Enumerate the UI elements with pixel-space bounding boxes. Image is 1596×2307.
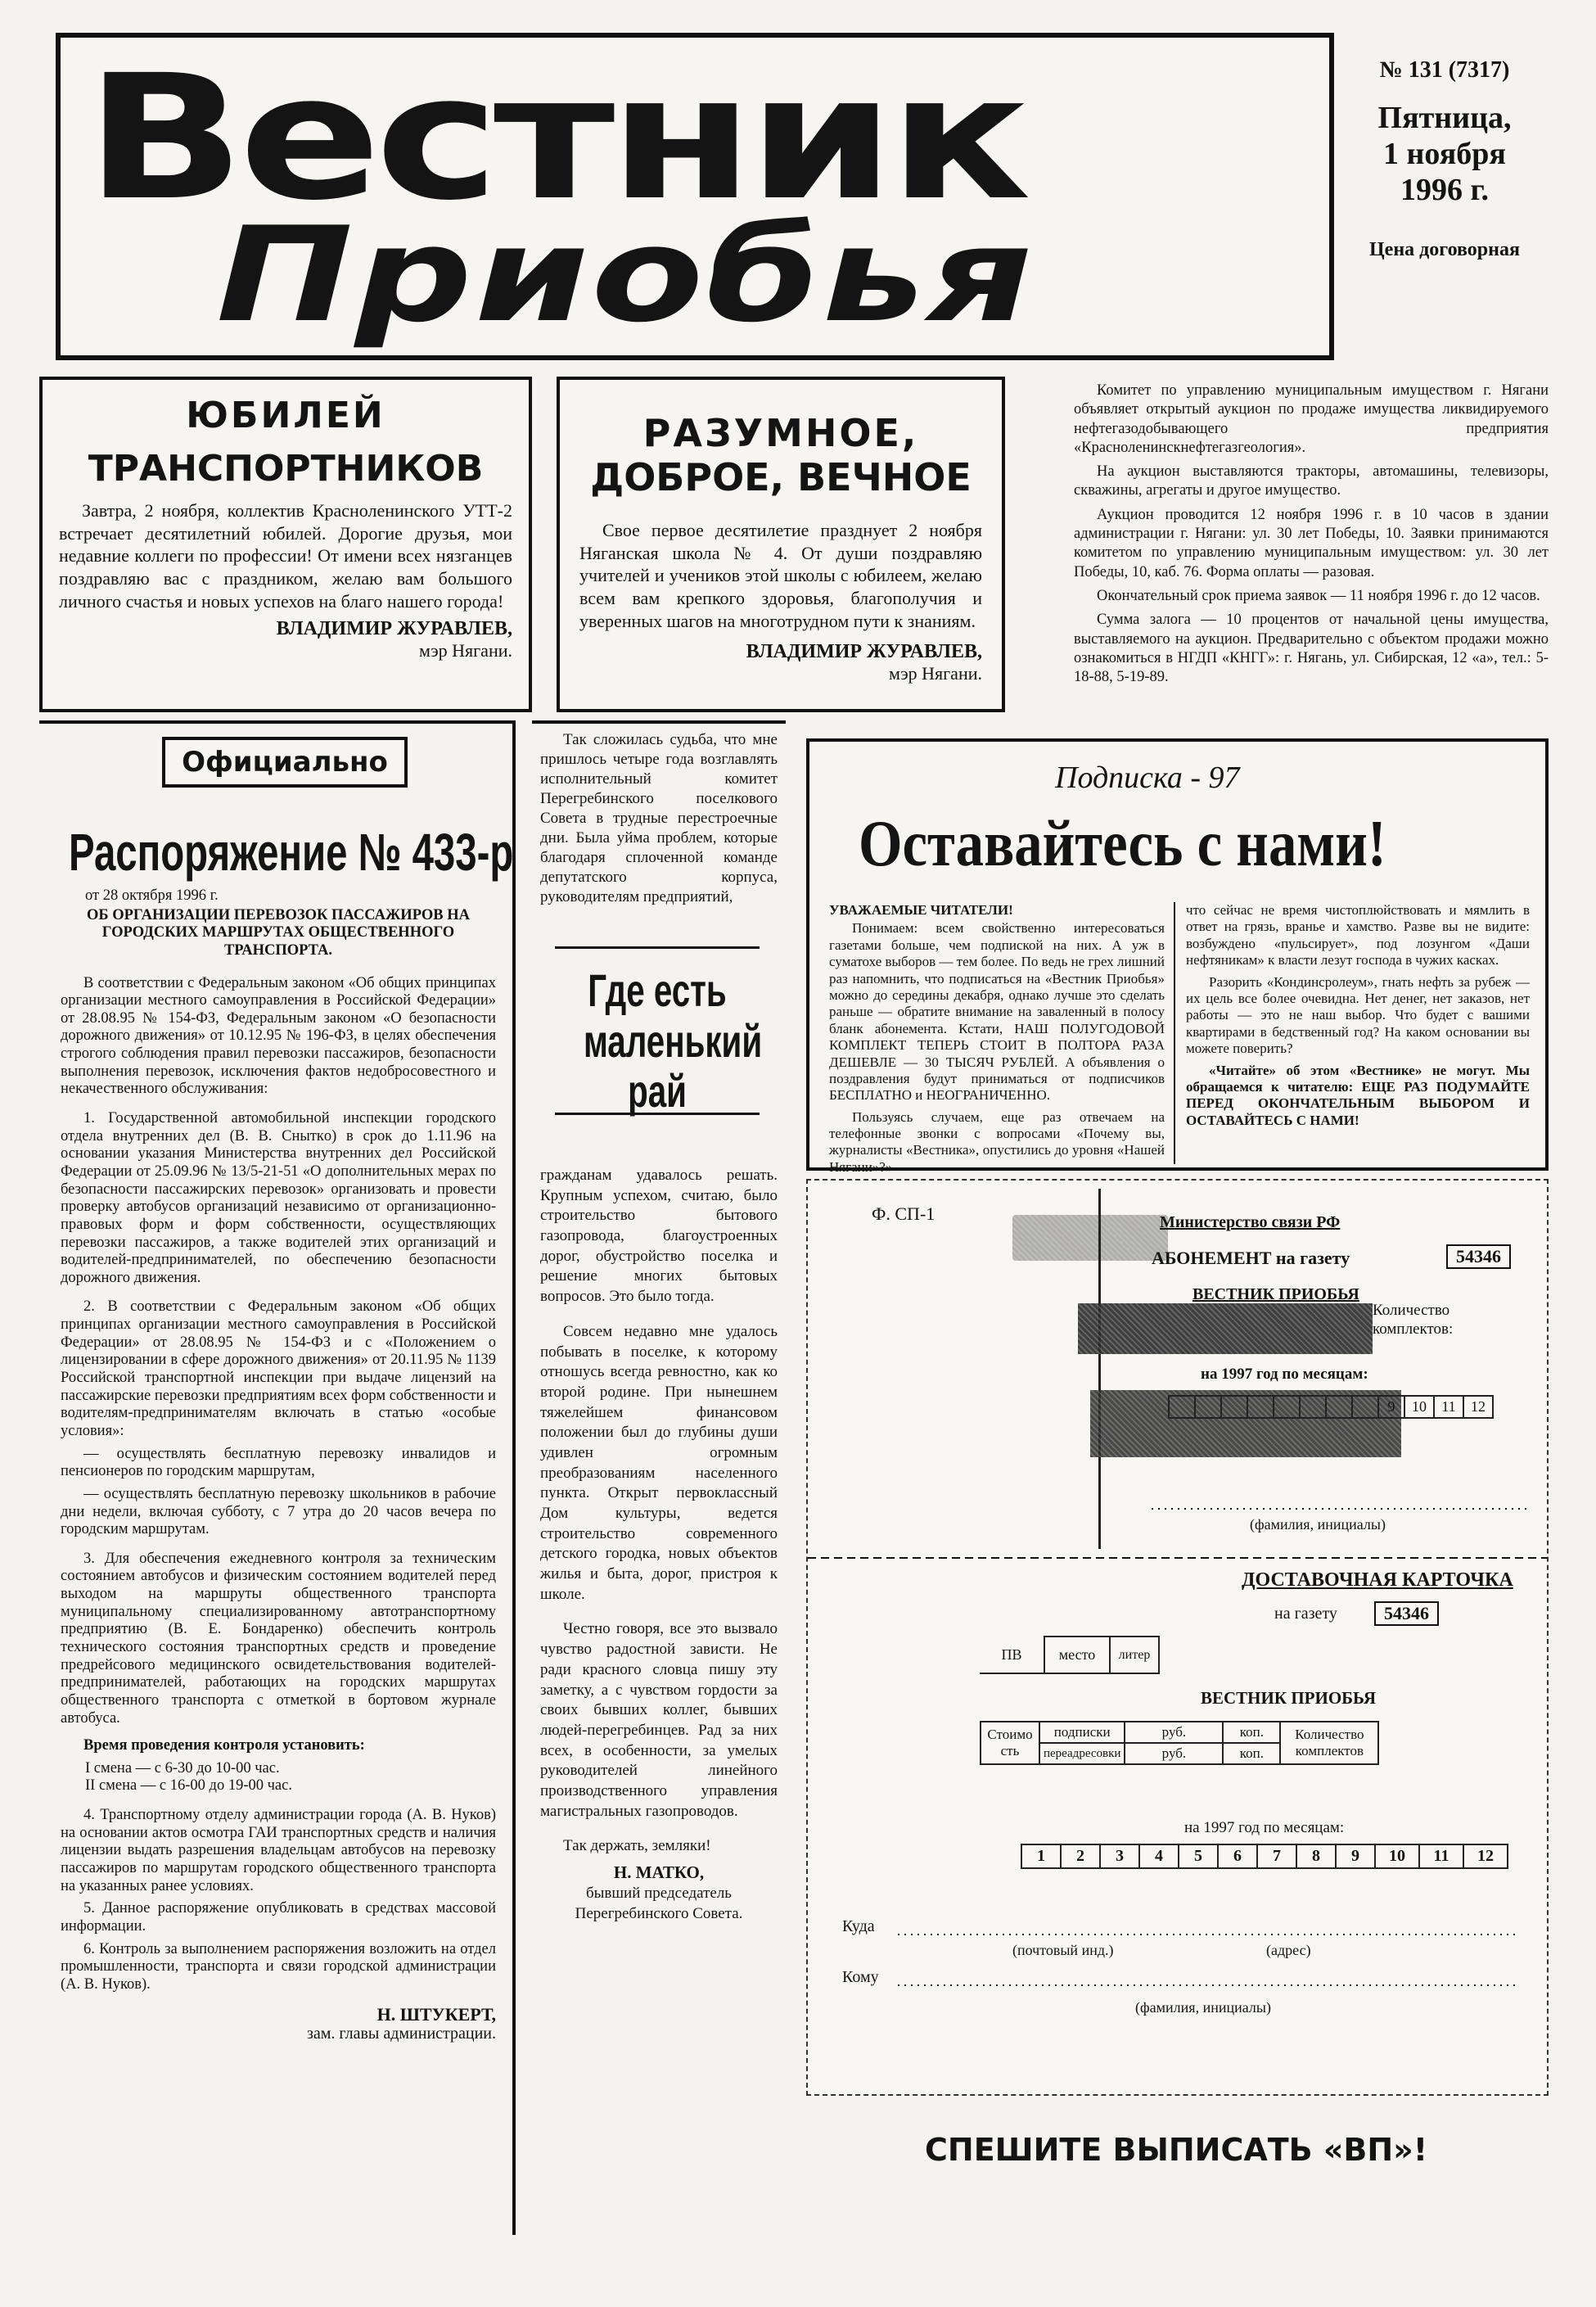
school-body: Свое первое десятилетие празднует 2 ноября Няганская школа № 4. От души поздравляю учителей и учеников этой школы с юбилеем, желаю всем вам крепкого здоровья, благополучия и уверенных шагов на многотрудном пути к знаниям. xyxy=(579,520,982,631)
school-signature: ВЛАДИМИР ЖУРАВЛЕВ, xyxy=(746,640,982,662)
subscription-heading: Оставайтесь с нами! xyxy=(859,808,1386,880)
school-heading-2: ДОБРОЕ, ВЕЧНОЕ xyxy=(590,455,972,499)
newspaper-title-line1: Вестник xyxy=(85,38,1026,238)
delivery-month-5[interactable]: 5 xyxy=(1179,1844,1218,1868)
form-name-label-top: (фамилия, инициалы) xyxy=(1250,1516,1386,1533)
paradise-signature: Н. МАТКО, xyxy=(613,1862,705,1882)
official-p5: 4. Транспортному отделу администрации города (А. В. Нуков) на основании актов осмотра ГАИ транспортных средств и наличия лицензии выдать разрешения владельцам автобусов на перевозку пассажиров по маршрутам городского общественного транспорта на указанных ранее условиях. xyxy=(61,1807,496,1894)
official-position: зам. главы администрации. xyxy=(306,2025,496,2043)
subscription-kop[interactable]: коп. xyxy=(1223,1722,1280,1743)
readdress-kop[interactable]: коп. xyxy=(1223,1743,1280,1764)
official-p7: 6. Контроль за выполнением распоряжения возложить на отдел промышленности, транспорта и связи городской администрации (А. В. Нуков). xyxy=(61,1940,496,1993)
delivery-index: 54346 xyxy=(1374,1601,1439,1626)
form-vertical-divider xyxy=(1098,1189,1101,1549)
auction-p3: Аукцион проводится 12 ноября 1996 г. в 10 часов в здании администрации г. Нягани: ул. 30 лет Победы, 10. Заявки принимаются комитетом по управлению муниципальным имуществом: ул. 30 лет Победы, 10, каб. 76. Форма оплаты — разовая. xyxy=(1074,506,1549,580)
subscription-cost-label: подписки xyxy=(1039,1722,1125,1743)
official-p6: 5. Данное распоряжение опубликовать в средствах массовой информации. xyxy=(61,1900,496,1935)
jubilee-signature: ВЛАДИМИР ЖУРАВЛЕВ, xyxy=(276,617,512,639)
month-cell-9[interactable]: 9 xyxy=(1378,1396,1404,1418)
form-index: 54346 xyxy=(1446,1244,1511,1269)
delivery-title: ДОСТАВОЧНАЯ КАРТОЧКА xyxy=(1242,1569,1513,1591)
jubilee-heading-2: ТРАНСПОРТНИКОВ xyxy=(88,448,484,490)
subscription-form xyxy=(806,1179,1549,2096)
delivery-month-9[interactable]: 9 xyxy=(1336,1844,1375,1868)
paradise-p1: гражданам удавалось решать. Крупным успехом, считаю, было строительство бытового газопровода, благоустроенных дорог, обустройство поселка и решение многих бытовых вопросов. Это было тогда. xyxy=(540,1167,778,1306)
subscription-greeting: УВАЖАЕМЫЕ ЧИТАТЕЛИ! xyxy=(829,902,1013,918)
month-cell-11[interactable]: 11 xyxy=(1434,1396,1463,1418)
delivery-month-6[interactable]: 6 xyxy=(1218,1844,1257,1868)
paradise-body xyxy=(540,1166,778,1925)
form-cut-line xyxy=(808,1557,1547,1559)
paradise-position-1: бывший председатель xyxy=(586,1885,732,1903)
month-cell-10[interactable]: 10 xyxy=(1404,1396,1434,1418)
delivery-month-10[interactable]: 10 xyxy=(1375,1844,1419,1868)
form-whom-line[interactable] xyxy=(898,1984,1520,1986)
delivery-label: на газету xyxy=(1274,1605,1337,1623)
paradise-heading: Где есть маленький рай xyxy=(584,964,763,1117)
issue-info xyxy=(1346,57,1543,261)
official-signature: Н. ШТУКЕРТ, xyxy=(376,2003,496,2025)
official-title: Распоряжение № 433-р xyxy=(69,823,514,882)
school-article xyxy=(557,377,1005,712)
newspaper-title-line2: Приобья xyxy=(216,198,1035,351)
readdress-label: переадресовки xyxy=(1039,1743,1125,1764)
delivery-place-table xyxy=(980,1636,1160,1674)
delivery-month-11[interactable]: 11 xyxy=(1419,1844,1463,1868)
form-dotted-line-1 xyxy=(1152,1508,1528,1510)
subscribe-slogan: СПЕШИТЕ ВЫПИСАТЬ «ВП»! xyxy=(925,2132,1428,2168)
delivery-month-12[interactable]: 12 xyxy=(1463,1844,1508,1868)
subscription-left xyxy=(829,902,1165,1181)
school-position: мэр Нягани. xyxy=(889,662,982,684)
delivery-month-3[interactable]: 3 xyxy=(1100,1844,1139,1868)
auction-notice xyxy=(1074,381,1549,692)
issue-weekday: Пятница, xyxy=(1377,101,1512,135)
issue-price: Цена договорная xyxy=(1369,239,1520,260)
form-abonement-label: АБОНЕМЕНТ на газету xyxy=(1152,1248,1350,1268)
official-p2: 1. Государственной автомобильной инспекции городского отдела внутренних дел (В. В. Сныткo) в срок до 1.11.96 на основании указания Министерства внутренних дел Российской Федерации от 25.09.96 № 13/5-21-51 «О дополнительных мерах по безопасности пассажирских перевозок» организовать и провести проверку автобусов организаций независимо от организационно-правовых форм и форм собственности, осуществляющих перевозки пассажиров, а также водителей этих организаций и водителей-предпринимателей, по обеспечению безопасности дорожного движения. xyxy=(61,1110,496,1286)
delivery-months-table xyxy=(1021,1844,1508,1869)
form-code: Ф. СП-1 xyxy=(872,1203,936,1224)
official-time-title: Время проведения контроля установить: xyxy=(83,1737,365,1754)
masthead xyxy=(56,33,1334,360)
delivery-month-2[interactable]: 2 xyxy=(1061,1844,1100,1868)
subscription-right-1: что сейчас не время чистоплюйствовать и мямлить в ответ на грязь, вранье и хамство. Разве вы не видите: возбуждено «пульсирует», под лозунгом «Даши нефтяникам» к власти лезут господа в чужих касках. xyxy=(1186,902,1530,968)
school-heading-1: РАЗУМНОЕ, xyxy=(642,411,919,455)
cost-label: Стоимость xyxy=(981,1722,1039,1764)
official-date: от 28 октября 1996 г. xyxy=(85,887,219,904)
official-p3b: — осуществлять бесплатную перевозку школьников в рабочие дни недели, включая субботу, с 7 утра до 20 часов вечера по городским маршрутам. xyxy=(61,1485,496,1538)
delivery-paper-name: ВЕСТНИК ПРИОБЬЯ xyxy=(1201,1688,1376,1708)
jubilee-heading-1: ЮБИЛЕЙ xyxy=(186,395,385,436)
issue-date: 1 ноября xyxy=(1383,137,1506,171)
subscription-right-2: Разорить «Кондинсролеум», гнать нефть за рубеж — их цель все более очевидна. Нет денег, нет заказов, нет работы — это не наш выбор. Что будет с вашими квартирами в бедственный год? На каком основании вы можете поверить? xyxy=(1186,973,1530,1057)
official-section xyxy=(39,720,516,2235)
form-paper-name: ВЕСТНИК ПРИОБЬЯ xyxy=(1192,1285,1359,1303)
readdress-rub[interactable]: руб. xyxy=(1125,1743,1223,1764)
form-postal-label: (почтовый инд.) xyxy=(1012,1942,1114,1958)
jubilee-body: Завтра, 2 ноября, коллектив Красноленинского УТТ-2 встречает десятилетний юбилей. Дорогие друзья, мои недавние коллеги по профессии! От имени всех нязганцев поздравляю вас с праздником, желаю вам большого личного счастья и новых успехов на благо нашего города! xyxy=(59,500,512,612)
month-cell-12[interactable]: 12 xyxy=(1463,1396,1493,1418)
subscription-right xyxy=(1186,902,1530,1134)
form-name-label: (фамилия, инициалы) xyxy=(1135,1999,1271,2016)
form-where-line[interactable] xyxy=(898,1934,1520,1935)
jubilee-position: мэр Нягани. xyxy=(419,639,512,661)
official-body xyxy=(61,887,496,2044)
qty-sets-label: Количество комплектов xyxy=(1280,1722,1378,1764)
form-ministry: Министерство связи РФ xyxy=(1160,1213,1341,1231)
form-qty-label: Количество комплектов: xyxy=(1373,1302,1454,1338)
paradise-article xyxy=(532,720,786,2186)
form-where-label: Куда xyxy=(842,1917,875,1935)
jubilee-article xyxy=(39,377,532,712)
delivery-month-8[interactable]: 8 xyxy=(1296,1844,1336,1868)
delivery-cost-table xyxy=(980,1721,1379,1765)
form-months-label: на 1997 год по месяцам: xyxy=(1201,1366,1368,1383)
paradise-p3: Честно говоря, все это вызвало чувство радостной зависти. Не ради красного словца пишу эту заметку, а с чувством гордости за своих бывших коллег, бывших людей-перегребинцев. Рад за них всех, в особенности, за умелых руководителей линейного производственного управления магистральных газопроводов. xyxy=(540,1620,778,1820)
delivery-liter: литер xyxy=(1110,1637,1159,1673)
address-stamp xyxy=(1078,1303,1373,1354)
subscription-left-2: Пользуясь случаем, еще раз отвечаем на телефонные звонки с вопросами «Почему вы, журналисты «Вестника», опустились до уровня «Нашей Нягани»?» xyxy=(829,1108,1165,1175)
subscription-article xyxy=(806,738,1549,1175)
auction-p1: Комитет по управлению муниципальным имуществом г. Нягани объявляет открытый аукцион по продаже имущества ликвидируемого нефтегазодобывающего предприятия «Красноленинскнефтегазгеология». xyxy=(1074,382,1549,456)
paradise-p2: Совсем недавно мне удалось побывать в поселке, к которому отношусь всегда ревностно, как ко второй родине. При нынешнем тяжелейшем финансовом положении был до глубины души удивлен огромным преобразованиям населенного пункта. Открыт первоклассный Дом культуры, ведется строительство современного детского городка, новых объектов жилья и быта, дорог, пристроя к школе. xyxy=(540,1322,778,1603)
official-p3a: — осуществлять бесплатную перевозку инвалидов и пенсионеров по городским маршрутам, xyxy=(61,1445,496,1480)
auction-p2: На аукцион выставляются тракторы, автомашины, телевизоры, скважины, агрегаты и другое имущество. xyxy=(1074,463,1549,499)
paradise-p4: Так держать, земляки! xyxy=(563,1837,711,1855)
official-subject: ОБ ОРГАНИЗАЦИИ ПЕРЕВОЗОК ПАССАЖИРОВ НА ГОРОДСКИХ МАРШРУТАХ ОБЩЕСТВЕННОГО ТРАНСПОРТА. xyxy=(86,906,470,959)
postmark-stamp xyxy=(1012,1215,1168,1261)
subscription-rubric: Подписка - 97 xyxy=(1055,761,1240,795)
official-p1: В соответствии с Федеральным законом «Об общих принципах организации местного самоуправления в Российской Федерации» от 28.08.95 № 154-ФЗ, Федеральным законом «О безопасности дорожного движения» от 10.12.95 № 196-ФЗ, в целях обеспечения строгого соблюдения правил перевозки пассажиров, безопасности выполнения перевозок, исключения фактов недобросовестного и некачественного обслуживания: xyxy=(61,974,496,1098)
delivery-month-7[interactable]: 7 xyxy=(1257,1844,1296,1868)
subscription-rub[interactable]: руб. xyxy=(1125,1722,1223,1743)
delivery-month-4[interactable]: 4 xyxy=(1139,1844,1179,1868)
official-shift1: I смена — с 6-30 до 10-00 час. xyxy=(85,1759,280,1777)
issue-year: 1996 г. xyxy=(1400,173,1489,207)
delivery-months-label: на 1997 год по месяцам: xyxy=(1184,1819,1345,1836)
issue-number: № 131 (7317) xyxy=(1379,57,1510,83)
subscription-left-1: Понимаем: всем свойственно интересоваться газетами больше, чем подпиской на них. А уж в суматохе выборов — тем более. По ведь не грех лишний раз напомнить, что подписаться на «Вестник Приобья» можно до середины декабря, однако лучше это сделать раньше — обратите внимание на заваленный в полосу бланк абонемента. Кстати, НАШ ПОЛУГОДОВОЙ КОМПЛЕКТ ТЕПЕРЬ СТОИТ В ПОЛТОРА РАЗА ДЕШЕВЛЕ — 30 ТЫСЯЧ РУБЛЕЙ. А объявления о поздравления будут приниматься от подписчиков БЕСПЛАТНО и НЕОГРАНИЧЕННО. xyxy=(829,920,1165,1104)
form-months-table-1 xyxy=(1168,1395,1494,1419)
form-whom-label: Кому xyxy=(842,1968,879,1986)
official-rubric: Официально xyxy=(162,737,408,788)
auction-p4: Окончательный срок приема заявок — 11 ноября 1996 г. до 12 часов. xyxy=(1097,587,1540,604)
delivery-pv: ПВ xyxy=(980,1637,1044,1673)
auction-p5: Сумма залога — 10 процентов от начальной цены имущества, выставляемого на аукцион. Предварительно с объектом продажи можно ознакомиться в НГДП «КНГГ»: г. Нягань, ул. Сибирская, 12 «а», тел.: 5-18-88, 5-19-89. xyxy=(1074,612,1549,686)
subscription-column-rule xyxy=(1174,902,1175,1164)
paradise-intro: Так сложилась судьба, что мне пришлось четыре года возглавлять исполнительный комитет Перегребинского поселкового Совета в трудные перестроечные дни. Была уйма проблем, которые благодаря сплоченной команде депутатского корпуса, руководителям предприятий, xyxy=(540,731,778,905)
paradise-position-2: Перегребинского Совета. xyxy=(575,1904,743,1922)
form-address-label: (адрес) xyxy=(1266,1942,1311,1958)
delivery-month-1[interactable]: 1 xyxy=(1021,1844,1061,1868)
delivery-place: место xyxy=(1044,1637,1110,1673)
official-p3: 2. В соответствии с Федеральным законом «Об общих принципах организации местного самоуправления в Российской Федерации» от 28.08.95 № 154-ФЗ и с «Положением о лицензировании в сфере дорожного движения» от 20.11.95 № 1139 Российской транспортной инспекции при выдаче лицензий на пассажирские перевозки предприятиям всех форм собственности и водителям-предпринимателям включать в статью «особые условия»: xyxy=(61,1298,496,1439)
official-shift2: II смена — с 16-00 до 19-00 час. xyxy=(85,1777,292,1795)
paradise-heading-box xyxy=(555,946,763,1117)
official-p4: 3. Для обеспечения ежедневного контроля за техническим состоянием автобусов и физическим состоянием водителей перед выходом на маршруты общественного транспорта муниципальному специализированному автотранспортному предприятию (В. Е. Бондаренко) обеспечить контроль технического состояния транспортных средств и проведение предрейсового медицинского освидетельствования водителей-предпринимателей, работающих на городских маршрутах общественного транспорта с отметкой в бортовом журнале автобуса. xyxy=(61,1550,496,1727)
subscription-right-3: «Читайте» об этом «Вестнике» не могут. Мы обращаемся к читателю: ЕЩЕ РАЗ ПОДУМАЙТЕ ПЕРЕД ОКОНЧАТЕЛЬНЫМ ВЫБОРОМ И ОСТАВАЙТЕСЬ С НАМИ! xyxy=(1186,1062,1530,1128)
